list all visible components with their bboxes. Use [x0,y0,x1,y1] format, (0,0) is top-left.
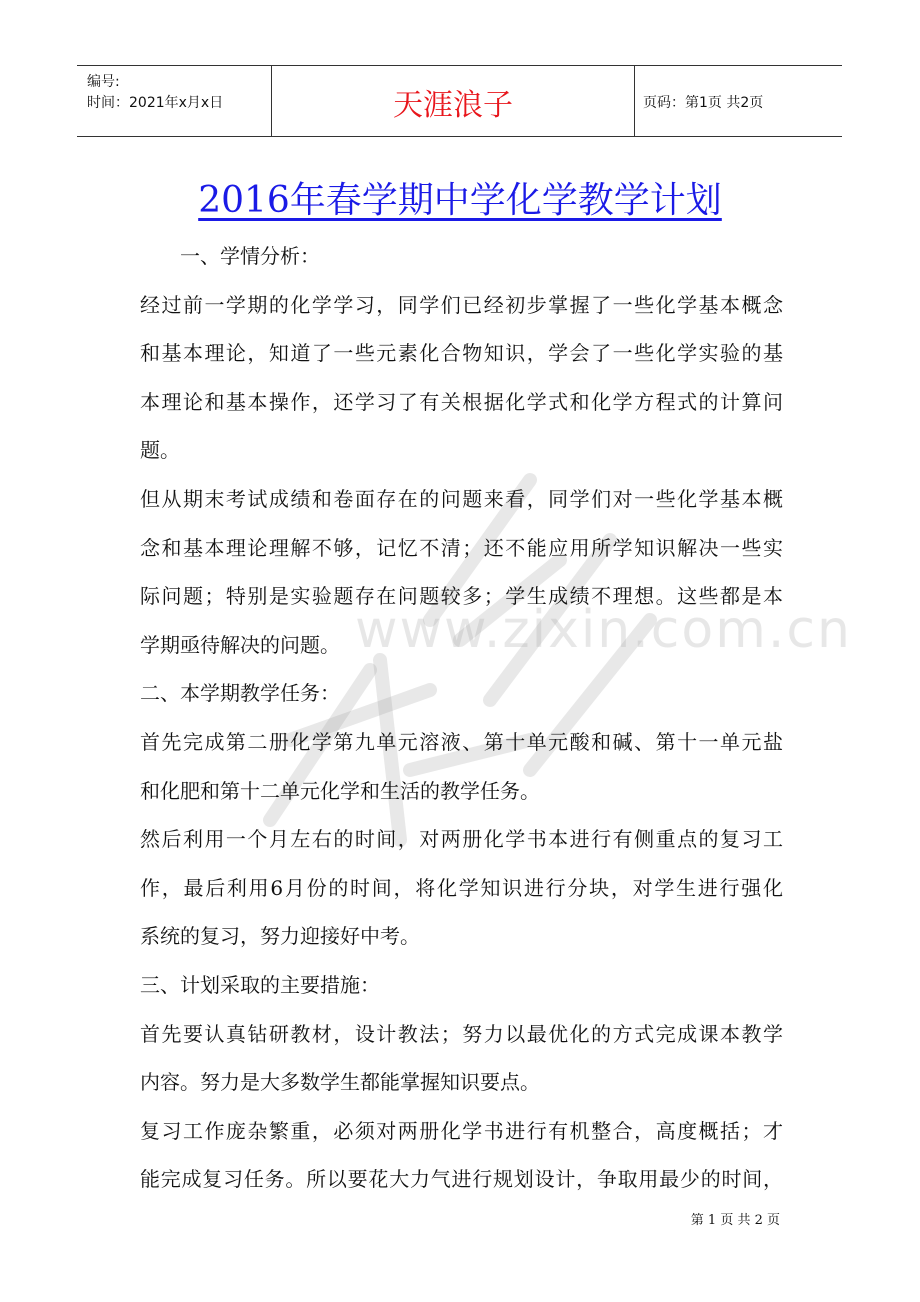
paragraph-line: 内容。努力是大多数学生都能掌握知识要点。 [140,1070,540,1095]
document-title[interactable]: 2016年春学期中学化学教学计划 [198,180,722,221]
document-header [77,65,842,137]
section-heading-2: 二、本学期教学任务： [140,681,340,706]
header-meta-cell [77,66,272,136]
paragraph-line: 念和基本理论理解不够，记忆不清；还不能应用所学知识解决一些实 [140,535,783,560]
paragraph-line: 能完成复习任务。所以要花大力气进行规划设计，争取用最少的时间， [140,1167,783,1192]
paragraph-line: 经过前一学期的化学学习，同学们已经初步掌握了一些化学基本概念 [140,292,783,317]
paragraph-line: 际问题；特别是实验题存在问题较多；学生成绩不理想。这些都是本 [140,584,783,609]
section-heading-1: 一、学情分析： [180,244,320,268]
paragraph-line: 作，最后利用6月份的时间，将化学知识进行分块，对学生进行强化 [140,875,783,900]
paragraph-line: 和基本理论，知道了一些元素化合物知识，学会了一些化学实验的基 [140,341,783,366]
paragraph-line: 首先要认真钻研教材，设计教法；努力以最优化的方式完成课本教学 [140,1021,783,1046]
site-watermark: www.zixin.com.cn [355,600,852,660]
header-brand-cell [272,66,635,136]
document-time-label: 时间：2021年x月x日 [87,95,224,111]
page-footer: 第 1 页 共 2 页 [690,1213,780,1228]
paragraph-line: 本理论和基本操作，还学习了有关根据化学式和化学方程式的计算问 [140,389,783,414]
paragraph-line: 然后利用一个月左右的时间，对两册化学书本进行有侧重点的复习工 [140,827,783,852]
paragraph-line: 学期亟待解决的问题。 [140,632,340,657]
paragraph-line: 和化肥和第十二单元化学和生活的教学任务。 [140,778,540,803]
section-heading-3: 三、计划采取的主要措施： [140,972,380,997]
paragraph-line: 但从期末考试成绩和卷面存在的问题来看，同学们对一些化学基本概 [140,486,783,511]
paragraph-line: 首先完成第二册化学第九单元溶液、第十单元酸和碱、第十一单元盐 [140,729,783,754]
document-body [140,232,783,1204]
brand-name: 天涯浪子 [393,88,513,123]
document-code-label: 编号: [87,74,120,90]
paragraph-line: 题。 [140,438,180,463]
header-page-cell [635,66,842,136]
header-page-number: 页码：第1页 共2页 [643,95,764,111]
paragraph-line: 复习工作庞杂繁重，必须对两册化学书进行有机整合，高度概括；才 [140,1118,783,1143]
paragraph-line: 系统的复习，努力迎接好中考。 [140,924,420,949]
